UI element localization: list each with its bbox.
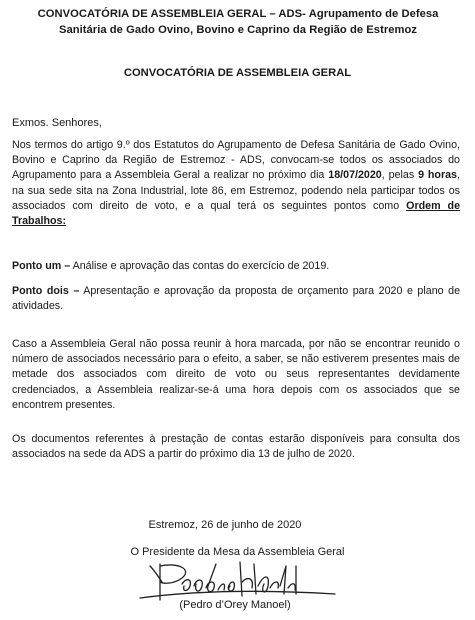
intro-text-2: , pelas [381, 169, 419, 182]
header-line-1: CONVOCATÓRIA DE ASSEMBLEIA GERAL – ADS- Agrupamento de Defesa [37, 8, 439, 20]
intro-paragraph [12, 138, 460, 229]
agenda-item-label: Ponto um – [12, 260, 71, 272]
documents-paragraph: Os documentos referentes à prestação de contas estarão disponíveis para consulta dos associados na sede da ADS a partir do próximo dia 13 de julho de 2020. [12, 433, 460, 461]
agenda-item [12, 284, 460, 314]
header-line-2: Sanitária de Gado Ovino, Bovino e Caprino da Região de Estremoz [58, 23, 418, 36]
document-title: CONVOCATÓRIA DE ASSEMBLEIA GERAL [123, 67, 352, 79]
salutation: Exmos. Senhores, [12, 117, 102, 129]
document-header [18, 7, 458, 38]
agenda-item-text: Apresentação e aprovação da proposta de orçamento para 2020 e plano de atividades. [12, 285, 461, 313]
president-title: O Presidente da Mesa da Assembleia Geral [130, 546, 345, 558]
meeting-date: 18/07/2020 [328, 169, 382, 182]
meeting-time: 9 horas [418, 169, 457, 182]
agenda-item-text: Análise e aprovação das contas do exercício de 2019. [70, 260, 330, 272]
notice-paragraph: Caso a Assembleia Geral não possa reunir à hora marcada, por não se encontrar reunido o número de associados necessário para o efeito, a saber, se não estiverem presentes mais de metade dos associados com direito de voto ou seus representantes devidamente credenciados, a Assembleia realizar-se-á uma hora depois com os associados que se encontrem presentes. [12, 338, 460, 411]
agenda-item [12, 259, 460, 274]
agenda-label: Ordem de Trabalhos: [12, 199, 461, 228]
intro-text-1: Nos termos do artigo 9.º dos Estatutos do Agrupamento de Defesa Sanitária de Gado Ovino, Bovino e Caprino da Região de Estremoz - ADS, convocam-se todos os associados do Agrupamento para a Assembleia Geral a realizar no próximo dia [12, 139, 460, 182]
intro-text-3: , na sua sede sita na Zona Industrial, lote 86, em Estremoz, podendo nela participar todos os associados com direito de voto, e a qual terá os seguintes pontos como [12, 169, 460, 212]
signer-name: (Pedro d’Orey Manoel) [179, 599, 291, 611]
agenda-item-label: Ponto dois – [12, 285, 80, 297]
place-date-line: Estremoz, 26 de junho de 2020 [148, 519, 302, 531]
